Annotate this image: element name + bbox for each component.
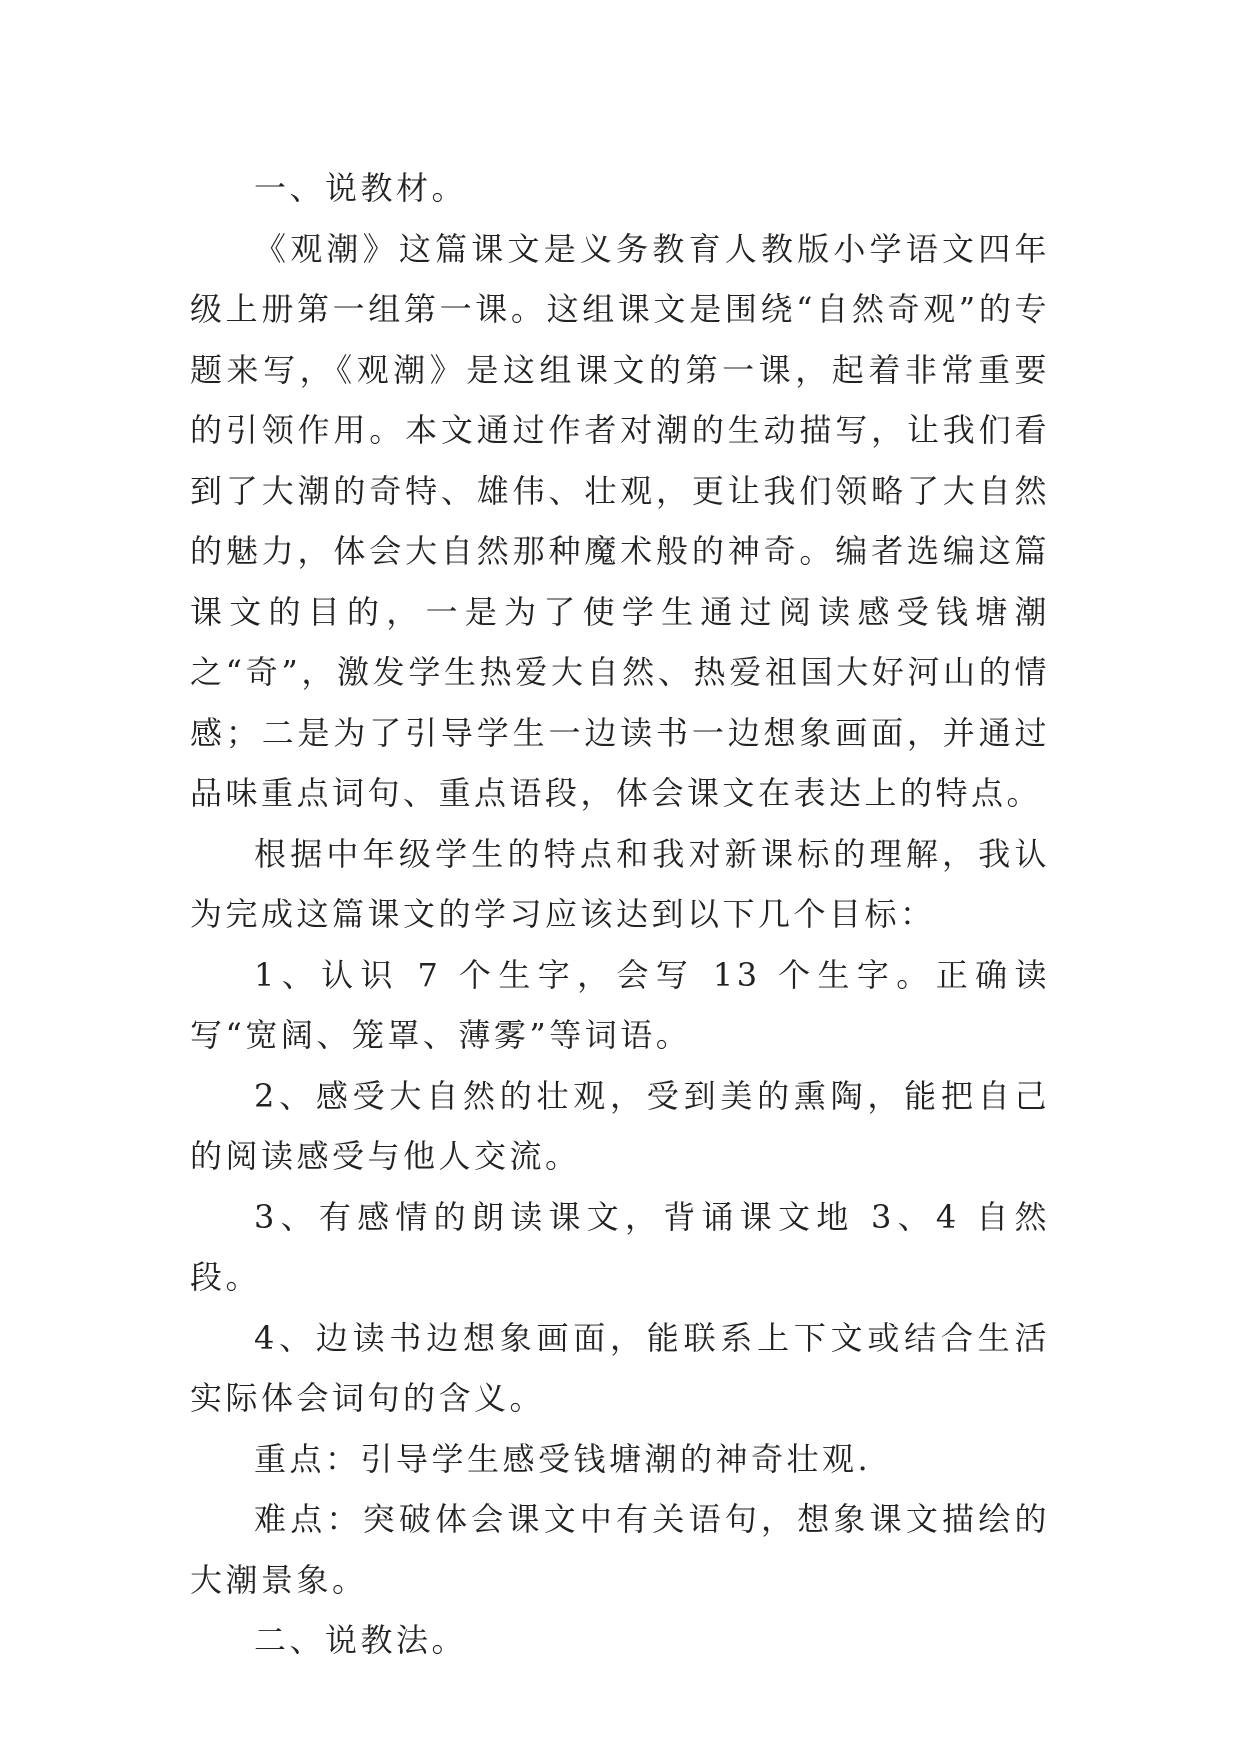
section-heading-teaching-method: 二、说教法。 [254,1621,468,1659]
document-body [190,158,1050,1671]
goal-item-3: 3、有感情的朗读课文，背诵课文地 3、4 自然段。 [190,1197,1050,1296]
goal-item-4: 4、边读书边想象画面，能联系上下文或结合生活实际体会词句的含义。 [190,1318,1050,1417]
difficult-point: 难点：突破体会课文中有关语句，想象课文描绘的大潮景象。 [190,1500,1050,1599]
goal-item-1: 1、认识 7 个生字，会写 13 个生字。正确读写“宽阔、笼罩、薄雾”等词语。 [190,955,1050,1054]
section-heading-teaching-material: 一、说教材。 [254,169,468,207]
goal-item-2: 2、感受大自然的壮观，受到美的熏陶，能把自己的阅读感受与他人交流。 [190,1076,1050,1175]
paragraph-goals-intro: 根据中年级学生的特点和我对新课标的理解，我认为完成这篇课文的学习应该达到以下几个目标： [190,834,1050,933]
key-point: 重点：引导学生感受钱塘潮的神奇壮观. [254,1439,872,1478]
paragraph-text-introduction: 《观潮》这篇课文是义务教育人教版小学语文四年级上册第一组第一课。这组课文是围绕“自然奇观”的专题来写，《观潮》是这组课文的第一课，起着非常重要的引领作用。本文通过作者对潮的生动描写，让我们看到了大潮的奇特、雄伟、壮观，更让我们领略了大自然的魅力，体会大自然那种魔术般的神奇。编者选编这篇课文的目的，一是为了使学生通过阅读感受钱塘潮之“奇”，激发学生热爱大自然、热爱祖国大好河山的情感；二是为了引导学生一边读书一边想象画面，并通过品味重点词句、重点语段，体会课文在表达上的特点。 [190,229,1050,812]
